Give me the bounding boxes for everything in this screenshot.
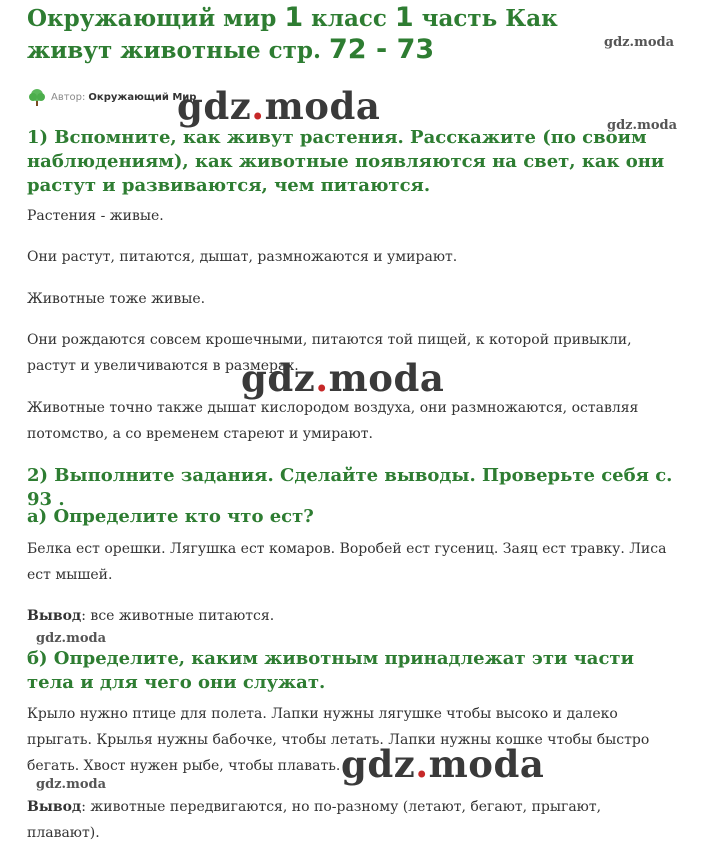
title-grade-number: 1 xyxy=(284,2,304,33)
section-2-heading: 2) Выполните задания. Сделайте выводы. Проверьте себя с. 93 . xyxy=(27,465,673,510)
title-part-number: 1 xyxy=(394,2,414,33)
title-part-1: Окружающий мир xyxy=(27,5,285,32)
watermark-small: gdz.moda xyxy=(36,777,107,792)
author-label: Автор: xyxy=(51,91,86,103)
section-1-paragraph: Они растут, питаются, дышат, размножаются и умирают. xyxy=(27,249,458,265)
section-1-paragraph: Растения - живые. xyxy=(27,208,164,224)
watermark-large: gdz.moda xyxy=(177,84,381,128)
watermark-small: gdz.moda xyxy=(36,631,107,646)
conclusion-label: Вывод xyxy=(27,799,82,815)
section-2b-heading: б) Определите, каким животным принадлежат эти части тела и для чего они служат. xyxy=(27,648,634,693)
watermark-small: gdz.moda xyxy=(607,118,678,133)
title-pages: 72 - 73 xyxy=(329,34,435,65)
section-2b-text: Крыло нужно птице для полета. Лапки нужны лягушке чтобы высоко и далеко прыгать. Крылья нужны бабочке, чтобы летать. Лапки нужны кошке чтобы быстро бегать. Хвост нужен рыбе, чтобы плавать. xyxy=(27,706,650,774)
conclusion-text: : животные передвигаются, но по-разному (летают, бегают, прыгают, плавают). xyxy=(27,799,602,841)
watermark-large: gdz.moda xyxy=(341,742,545,786)
conclusion-label: Вывод xyxy=(27,608,82,624)
section-2b-conclusion xyxy=(27,794,677,846)
section-1-heading: 1) Вспомните, как живут растения. Расскажите (по своим наблюдениям), как животные появляются на свет, как они растут и развиваются, чем питаются. xyxy=(27,127,665,196)
author-line xyxy=(27,87,196,107)
page-title xyxy=(27,2,647,66)
title-part-2: класс xyxy=(303,5,395,32)
author-name[interactable]: Окружающий Мир xyxy=(88,91,197,103)
title-part-3: часть Как живут животные стр. xyxy=(27,5,558,64)
watermark-small: gdz.moda xyxy=(604,35,675,50)
section-1-paragraph: Они рождаются совсем крошечными, питаются той пищей, к которой привыкли, растут и увеличиваются в размерах. xyxy=(27,332,632,374)
section-2a-conclusion xyxy=(27,603,677,629)
section-1-paragraph: Животные тоже живые. xyxy=(27,291,206,307)
section-2a-text: Белка ест орешки. Лягушка ест комаров. Воробей ест гусениц. Заяц ест травку. Лиса ест мышей. xyxy=(27,541,667,583)
tree-icon xyxy=(27,87,47,107)
watermark-large: gdz.moda xyxy=(241,356,445,400)
section-1-paragraph: Животные точно также дышат кислородом воздуха, они размножаются, оставляя потомство, а со временем стареют и умирают. xyxy=(27,400,639,442)
conclusion-text: : все животные питаются. xyxy=(81,608,275,624)
section-2a-heading: а) Определите кто что ест? xyxy=(27,506,314,527)
